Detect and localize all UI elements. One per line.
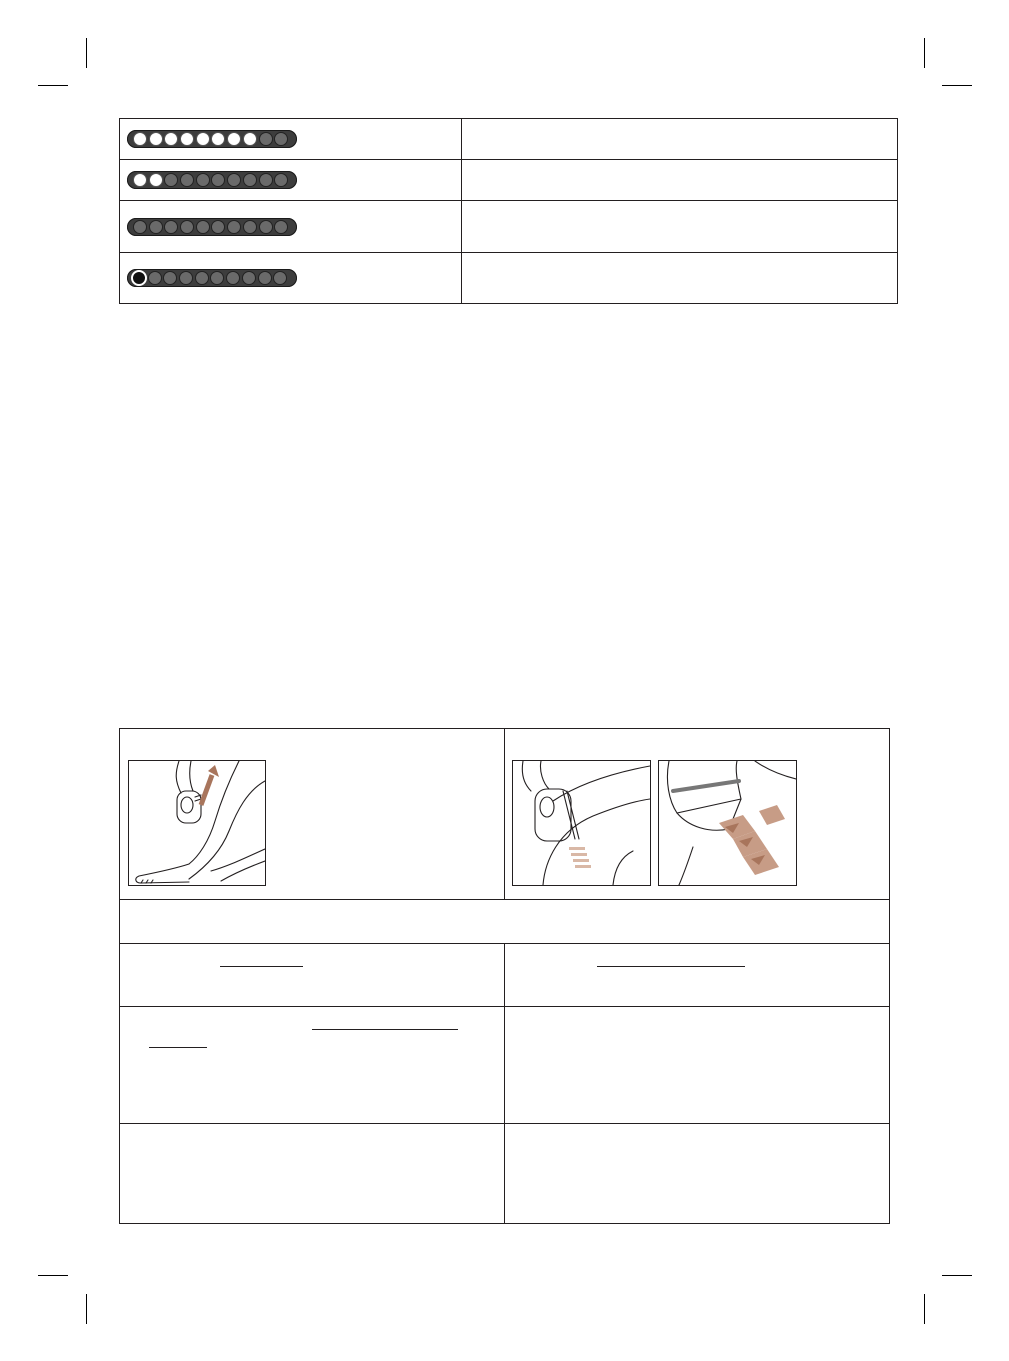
led-6-off (210, 271, 224, 285)
led-5-off (195, 271, 209, 285)
indicator-cell (120, 201, 462, 253)
led-3-off (163, 271, 177, 285)
led-3-on (164, 132, 178, 146)
leg-upward-stroke-illustration (128, 760, 266, 886)
indicator-table (119, 118, 898, 304)
led-bar-8-of-10 (127, 130, 297, 148)
indicator-row-3 (120, 201, 898, 253)
led-4-off (180, 220, 194, 234)
led-1-on (133, 173, 147, 187)
guide-cell-left (120, 1007, 505, 1124)
knee-device-illustration (512, 760, 651, 886)
led-7-on (227, 132, 241, 146)
full-width-cell (120, 900, 890, 944)
led-4-on (180, 132, 194, 146)
led-8-off (243, 173, 257, 187)
crop-mark-top-right-h (942, 85, 972, 86)
guide-row-2 (120, 1007, 890, 1124)
led-bar-all-off (127, 218, 297, 236)
led-9-off (259, 132, 273, 146)
flash-pattern-illustration (658, 760, 797, 886)
led-5-off (196, 220, 210, 234)
indicator-row-2 (120, 160, 898, 201)
crop-mark-bottom-right-h (942, 1275, 972, 1276)
led-3-off (164, 173, 178, 187)
usage-guide-table (119, 728, 890, 1224)
leg-with-device-arrow-icon (129, 761, 265, 885)
guide-cell-right (505, 1007, 890, 1124)
crop-mark-bottom-left-v (86, 1294, 87, 1324)
led-2-off (148, 271, 162, 285)
led-2-on (149, 173, 163, 187)
indicator-description (462, 119, 898, 160)
led-5-off (196, 173, 210, 187)
led-4-off (179, 271, 193, 285)
crop-mark-top-left-h (38, 85, 68, 86)
underline-mark (312, 1029, 458, 1030)
illustration-cell-right (505, 729, 890, 900)
led-8-off (243, 220, 257, 234)
led-10-off (273, 271, 287, 285)
led-2-off (149, 220, 163, 234)
underline-mark (597, 966, 745, 967)
led-1-off (133, 220, 147, 234)
led-9-off (259, 220, 273, 234)
guide-cell-right (505, 944, 890, 1007)
indicator-description (462, 160, 898, 201)
led-1-on (133, 132, 147, 146)
led-8-on (243, 132, 257, 146)
led-4-off (180, 173, 194, 187)
guide-cell-left (120, 1124, 505, 1224)
led-10-off (274, 132, 288, 146)
led-6-on (211, 132, 225, 146)
led-9-off (259, 173, 273, 187)
indicator-cell (120, 160, 462, 201)
indicator-description (462, 253, 898, 304)
indicator-description (462, 201, 898, 253)
indicator-row-1 (120, 119, 898, 160)
led-5-on (196, 132, 210, 146)
crop-mark-top-left-v (86, 38, 87, 68)
full-width-row (120, 900, 890, 944)
crop-mark-bottom-left-h (38, 1275, 68, 1276)
guide-cell-right (505, 1124, 890, 1224)
led-bar-2-of-10 (127, 171, 297, 189)
underline-mark (220, 966, 303, 967)
led-10-off (274, 220, 288, 234)
led-6-off (211, 220, 225, 234)
crop-mark-top-right-v (924, 38, 925, 68)
led-7-off (227, 173, 241, 187)
indicator-cell (120, 253, 462, 304)
crop-mark-bottom-right-v (924, 1294, 925, 1324)
indicator-row-4 (120, 253, 898, 304)
underline-mark (149, 1047, 207, 1048)
led-2-on (149, 132, 163, 146)
led-7-off (226, 271, 240, 285)
guide-cell-left (120, 944, 505, 1007)
guide-row-1 (120, 944, 890, 1007)
led-8-off (242, 271, 256, 285)
device-on-knee-icon (513, 761, 650, 885)
device-head-flash-pattern-icon (659, 761, 796, 885)
guide-row-3 (120, 1124, 890, 1224)
led-10-off (274, 173, 288, 187)
led-9-off (258, 271, 272, 285)
led-3-off (164, 220, 178, 234)
led-6-off (211, 173, 225, 187)
indicator-cell (120, 119, 462, 160)
illustration-row (120, 729, 890, 900)
led-bar-first-ring (127, 269, 297, 287)
led-7-off (227, 220, 241, 234)
led-1-ring (131, 270, 147, 286)
illustration-cell-left (120, 729, 505, 900)
